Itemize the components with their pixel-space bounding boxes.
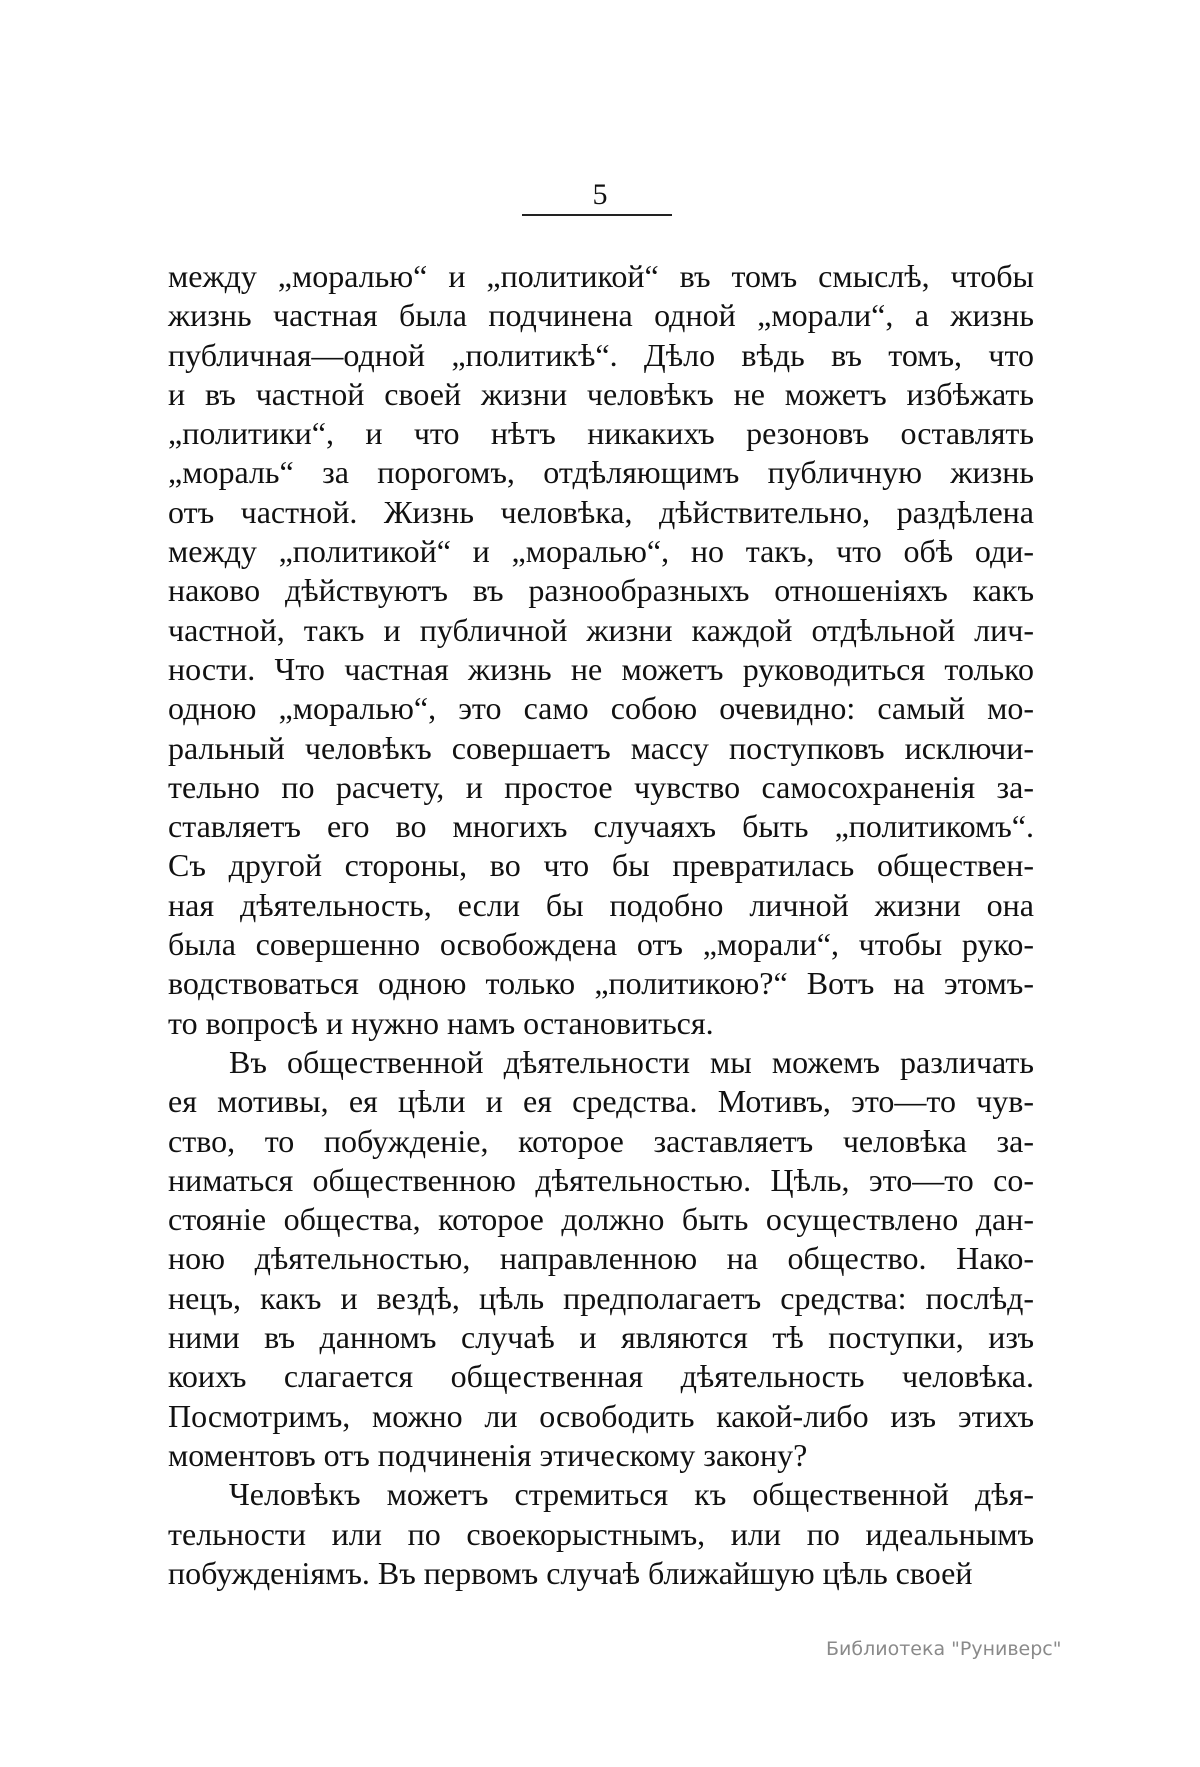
text-line: между „моралью“ и „политикой“ въ томъ смыслѣ, чтобы: [168, 258, 1034, 294]
text-line: тельно по расчету, и простое чувство самосохраненія за-: [168, 768, 1034, 805]
text-line: ною дѣятельностью, направленною на общество. Нако-: [168, 1240, 1034, 1277]
text-line: Въ общественной дѣятельности мы можемъ различать: [229, 1043, 1034, 1080]
text-line: Съ другой стороны, во что бы превратилась обществен-: [168, 847, 1034, 884]
text-line: ная дѣятельность, если бы подобно личной жизни она: [168, 886, 1034, 923]
text-line: коихъ слагается общественная дѣятельность человѣка.: [168, 1358, 1034, 1395]
text-line: одною „моралью“, это само собою очевидно: самый мо-: [168, 690, 1034, 727]
text-line: водствоваться одною только „политикою?“ Вотъ на этомъ-: [168, 965, 1034, 1002]
text-line: и въ частной своей жизни человѣкъ не можетъ избѣжать: [168, 375, 1034, 412]
text-line: „мораль“ за порогомъ, отдѣляющимъ публичную жизнь: [168, 454, 1034, 491]
text-line: то вопросѣ и нужно намъ остановиться.: [168, 1004, 714, 1041]
text-line: ство, то побужденіе, которое заставляетъ человѣка за-: [168, 1122, 1034, 1159]
text-line: ея мотивы, ея цѣли и ея средства. Мотивъ, это—то чув-: [168, 1083, 1034, 1120]
text-line: публичная—одной „политикѣ“. Дѣло вѣдь въ томъ, что: [168, 336, 1034, 373]
text-line: ности. Что частная жизнь не можетъ руководиться только: [168, 650, 1034, 687]
text-line: тельности или по своекорыстнымъ, или по идеальнымъ: [168, 1515, 1034, 1552]
text-line: между „политикой“ и „моралью“, но такъ, что обѣ оди-: [168, 533, 1034, 570]
text-line: отъ частной. Жизнь человѣка, дѣйствительно, раздѣлена: [168, 493, 1034, 530]
text-line: побужденіямъ. Въ первомъ случаѣ ближайшую цѣль своей: [168, 1554, 973, 1591]
text-line: частной, такъ и публичной жизни каждой отдѣльной лич-: [168, 611, 1034, 648]
text-line: ними въ данномъ случаѣ и являются тѣ поступки, изъ: [168, 1319, 1034, 1356]
text-line: была совершенно освобождена отъ „морали“, чтобы руко-: [168, 926, 1034, 963]
page-number: 5: [592, 178, 608, 211]
page-number-rule: [522, 214, 672, 216]
text-line: моментовъ отъ подчиненія этическому закону?: [168, 1436, 808, 1473]
text-line: ставляетъ его во многихъ случаяхъ быть „политикомъ“.: [168, 808, 1034, 845]
text-line: ральный человѣкъ совершаетъ массу поступковъ исключи-: [168, 729, 1034, 766]
text-line: нецъ, какъ и вездѣ, цѣль предполагаетъ средства: послѣд-: [168, 1279, 1034, 1316]
text-line: Посмотримъ, можно ли освободить какой-либо изъ этихъ: [168, 1397, 1034, 1434]
body-text: [168, 257, 1034, 1593]
text-line: ниматься общественною дѣятельностью. Цѣль, это—то со-: [168, 1161, 1034, 1198]
text-line: наково дѣйствуютъ въ разнообразныхъ отношеніяхъ какъ: [168, 572, 1034, 609]
text-line: Человѣкъ можетъ стремиться къ общественной дѣя-: [229, 1476, 1034, 1513]
text-line: стояніе общества, которое должно быть осуществлено дан-: [168, 1201, 1034, 1238]
library-watermark: Библиотека "Руниверс": [826, 1638, 1062, 1660]
text-line: „политики“, и что нѣтъ никакихъ резоновъ оставлять: [168, 415, 1034, 452]
text-line: жизнь частная была подчинена одной „морали“, а жизнь: [168, 297, 1034, 334]
